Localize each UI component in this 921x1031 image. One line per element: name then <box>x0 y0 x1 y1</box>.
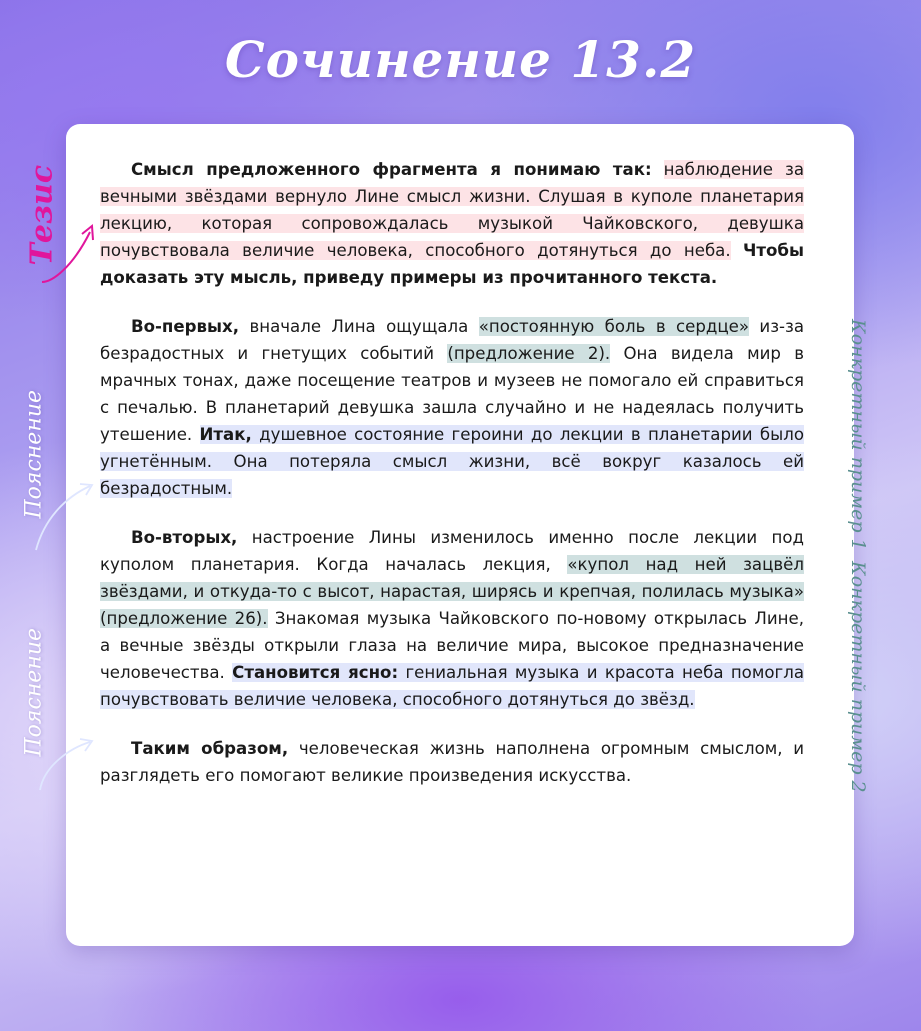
explanation-1-label: Пояснение <box>21 389 47 519</box>
explanation-1-lead: Итак, <box>199 425 252 444</box>
thesis-label: Тезис <box>24 164 60 266</box>
explanation-2-arrow-icon <box>40 742 90 790</box>
example-2-lead: Во-вторых, <box>131 528 238 547</box>
example-1-label: Конкретный пример 1 <box>847 319 869 551</box>
example-1-text: вначале Лина ощущала <box>249 317 469 336</box>
conclusion-lead: Таким образом, <box>131 739 289 758</box>
example-1-text-2: из-за безрадостных и гнетущих событий <box>100 317 805 363</box>
intro-lead: Смысл предложенного фрагмента я понимаю так: <box>131 160 652 179</box>
conclusion-text: человеческая жизнь наполнена огромным смыслом, и разглядеть его помогают великие произведения искусства. <box>100 739 805 785</box>
example-1-text-3: Она видела мир в мрачных тонах, даже посещение театров и музеев не помогало ей справиться с печалью. В планетарий девушка зашла случайно и не надеялась получить утешение. <box>100 344 804 444</box>
example-2-quote: «купол над ней зацвёл звёздами, и откуда-то с высот, нарастая, ширясь и крепчая, полилась музыка» <box>100 555 804 601</box>
explanation-1-arrow-icon <box>36 486 90 550</box>
explanation-1-text: душевное состояние героини до лекции в планетарии было угнетённым. Она потеряла смысл жизни, всё вокруг казалось ей безрадостным. <box>100 425 804 498</box>
example-2-text: настроение Лины изменилось именно после лекции под куполом планетария. Когда началась лекция, <box>100 528 805 574</box>
explanation-2-lead: Становится ясно: <box>232 663 399 682</box>
intro-closing: Чтобы доказать эту мысль, приведу примеры из прочитанного текста. <box>100 241 804 287</box>
example-2-label: Конкретный пример 2 <box>847 561 869 793</box>
explanation-2-text: гениальная музыка и красота неба помогла почувствовать величие человека, способного дотянуться до звёзд. <box>100 663 805 709</box>
example-1-ref: (предложение 2). <box>447 344 611 363</box>
thesis-arrow-icon <box>42 232 90 282</box>
example-1-quote: «постоянную боль в сердце» <box>478 317 750 336</box>
thesis-highlight: наблюдение за вечными звёздами вернуло Лине смысл жизни. Слушая в куполе планетария лекцию, которая сопровождалась музыкой Чайковского, девушка почувствовала величие человека, способного дотянуться до неба. <box>100 160 804 260</box>
explanation-2-label: Пояснение <box>21 627 47 757</box>
example-2-text-2: Знакомая музыка Чайковского по-новому открылась Лине, а вечные звёзды открыли глаза на величие мира, высокое предназначение человечества. <box>100 609 805 682</box>
page-title: Сочинение 13.2 <box>224 30 697 89</box>
example-1-lead: Во-первых, <box>131 317 240 336</box>
example-2-ref: (предложение 26). <box>100 609 268 628</box>
